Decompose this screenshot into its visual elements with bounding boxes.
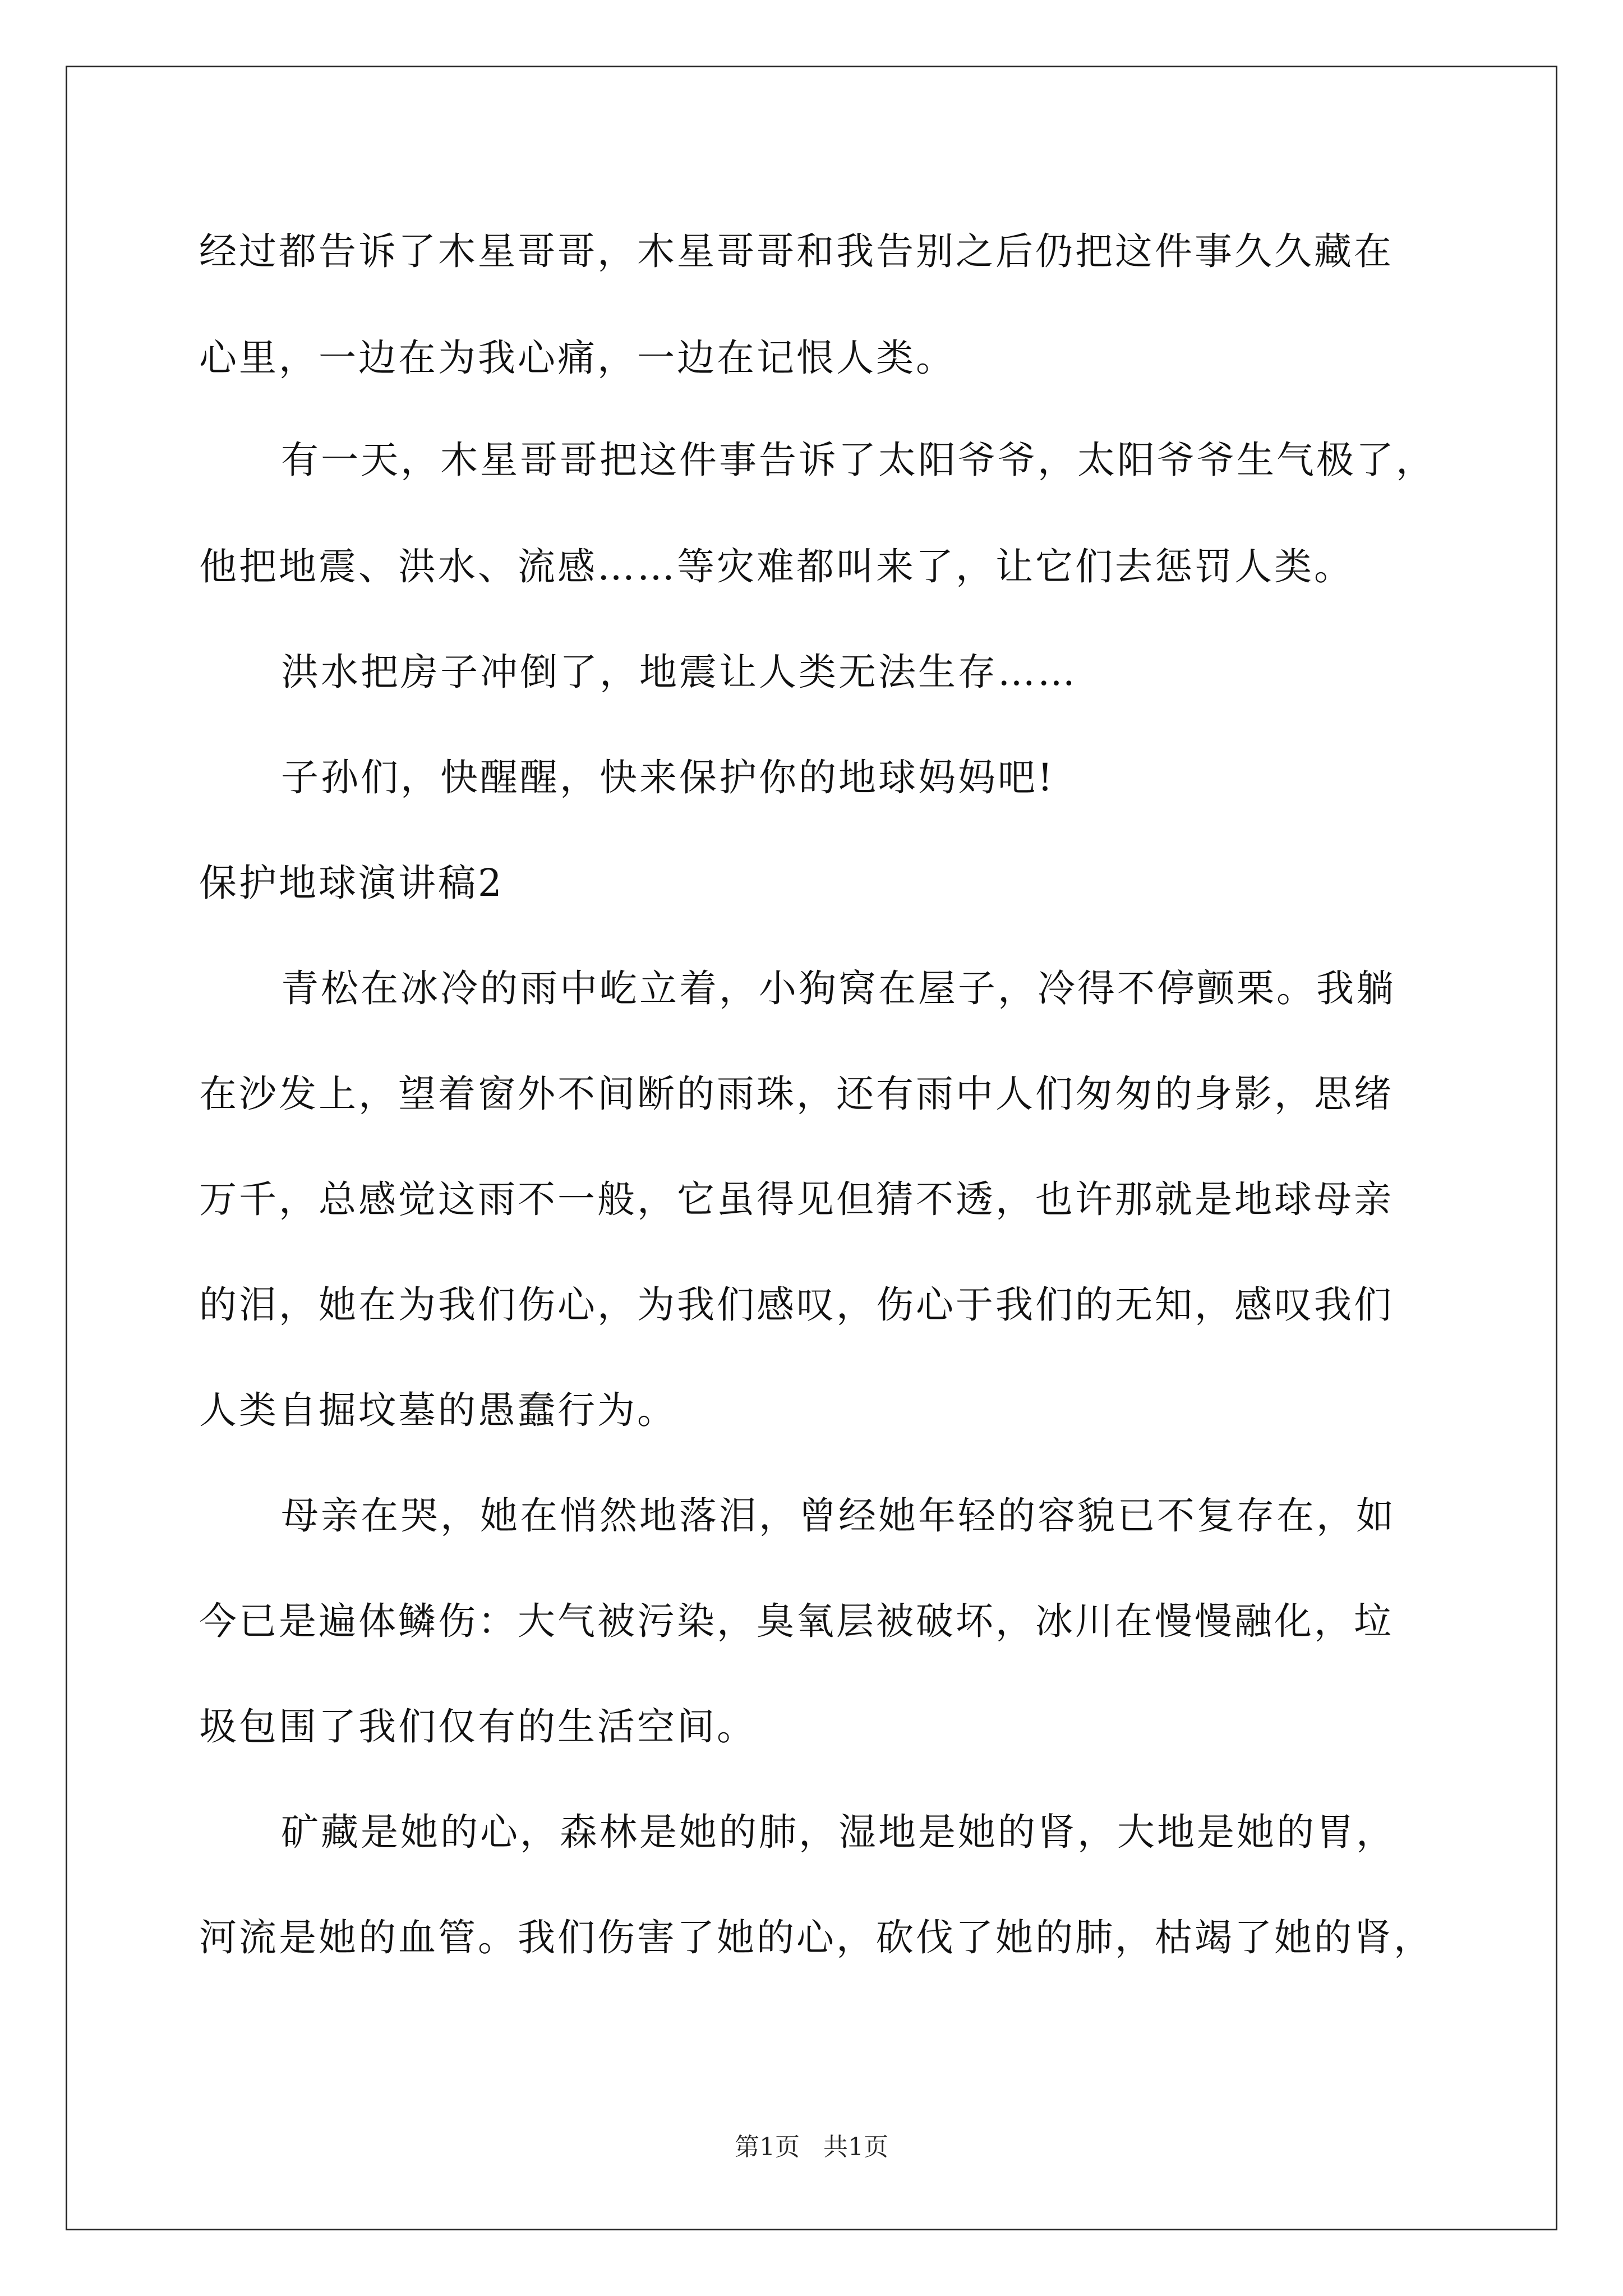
paragraph-first-line: 青松在冰冷的雨中屹立着，小狗窝在屋子，冷得不停颤栗。我躺 (281, 967, 1396, 1010)
section-heading: 保护地球演讲稿2 (199, 861, 504, 905)
text-line: 圾包围了我们仅有的生活空间。 (199, 1705, 757, 1749)
page-total: 共1页 (823, 2133, 888, 2161)
paragraph-first-line: 母亲在哭，她在悄然地落泪，曾经她年轻的容貌已不复存在，如 (281, 1494, 1396, 1538)
text-line: 今已是遍体鳞伤：大气被污染，臭氧层被破坏，冰川在慢慢融化，垃 (199, 1599, 1394, 1643)
text-line: 的泪，她在为我们伤心，为我们感叹，伤心于我们的无知，感叹我们 (199, 1283, 1394, 1327)
page-number: 第1页 (735, 2133, 800, 2161)
text-line: 万千，总感觉这雨不一般，它虽得见但猜不透，也许那就是地球母亲 (199, 1177, 1394, 1221)
paragraph-first-line: 矿藏是她的心，森林是她的肺，湿地是她的肾，大地是她的胃， (281, 1810, 1396, 1854)
text-line: 他把地震、洪水、流感……等灾难都叫来了，让它们去惩罚人类。 (199, 545, 1354, 588)
page-border (66, 66, 1557, 2230)
page-footer (0, 2132, 1623, 2163)
paragraph-first-line: 洪水把房子冲倒了，地震让人类无法生存…… (281, 650, 1077, 694)
text-line: 在沙发上，望着窗外不间断的雨珠，还有雨中人们匆匆的身影，思绪 (199, 1072, 1394, 1116)
text-line: 河流是她的血管。我们伤害了她的心，砍伐了她的肺，枯竭了她的肾， (199, 1916, 1433, 1959)
text-line: 人类自掘坟墓的愚蠢行为。 (199, 1388, 677, 1432)
paragraph-first-line: 有一天，木星哥哥把这件事告诉了太阳爷爷，太阳爷爷生气极了， (281, 438, 1436, 482)
text-line: 心里，一边在为我心痛，一边在记恨人类。 (199, 336, 956, 380)
text-line: 经过都告诉了木星哥哥，木星哥哥和我告别之后仍把这件事久久藏在 (199, 229, 1394, 273)
paragraph-first-line: 子孙们，快醒醒，快来保护你的地球妈妈吧! (281, 756, 1055, 799)
